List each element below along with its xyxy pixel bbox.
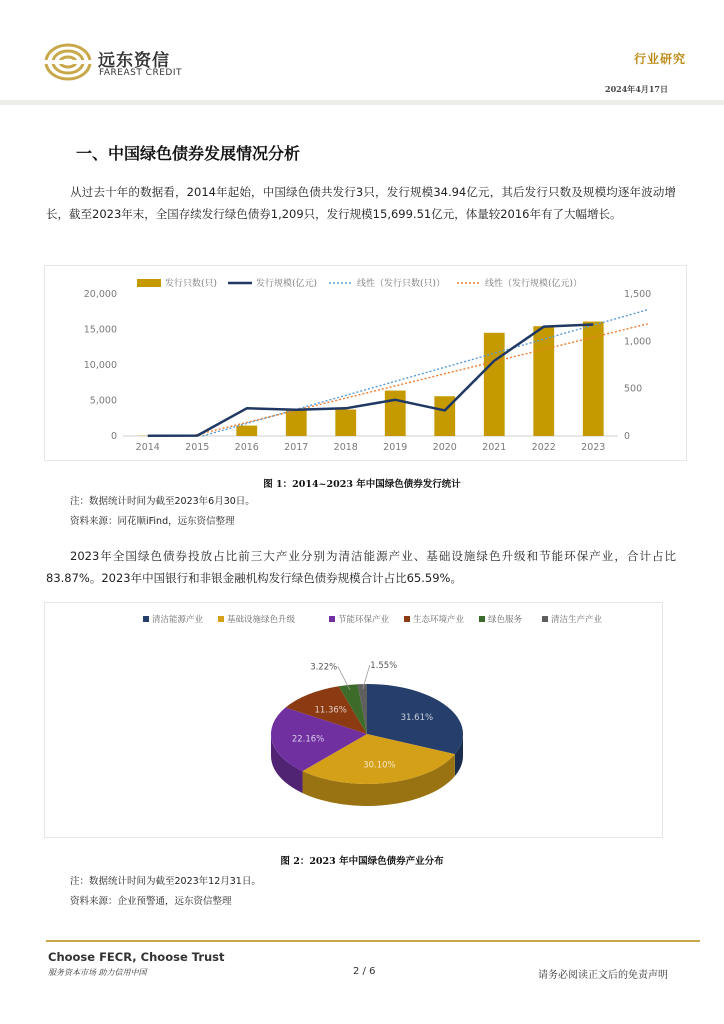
x-tick-label: 2020	[432, 442, 457, 453]
x-tick-label: 2016	[234, 442, 259, 453]
paragraph-2	[46, 545, 676, 589]
figure-1-panel	[44, 265, 687, 461]
legend-label: 生态环境产业	[413, 615, 465, 625]
footer-slogan: Choose FECR, Choose Trust	[48, 950, 225, 964]
legend-swatch	[218, 616, 224, 622]
legend-label: 线性（发行只数(只)）	[357, 279, 446, 289]
x-tick-label: 2022	[531, 442, 556, 453]
figure-1-note: 注：数据统计时间为截至2023年6月30日。	[70, 496, 255, 507]
legend-label: 发行规模(亿元)	[256, 279, 318, 289]
brand-name-cn: 远东资信	[98, 51, 170, 71]
pie-value-label: 30.10%	[363, 760, 396, 771]
brand-name-en: FAREAST CREDIT	[99, 68, 182, 78]
header-divider	[0, 100, 724, 105]
pie-value-label: 22.16%	[291, 734, 325, 745]
page-number: 2 / 6	[353, 966, 376, 977]
figure-1-source: 资料来源：同花顺iFind，远东资信整理	[70, 516, 235, 527]
legend-label: 清洁生产产业	[551, 615, 603, 625]
x-tick-label: 2014	[135, 442, 160, 453]
y-right-tick-label: 1,500	[624, 289, 652, 300]
footer-disclaimer: 请务必阅读正文后的免责声明	[538, 970, 668, 981]
bar-issuance-count	[533, 326, 554, 436]
paragraph-1-text: 从过去十年的数据看，2014年起始，中国绿色债共发行3只，发行规模34.94亿元，其后发行只数及规模均逐年波动增长，截至2023年末，全国存续发行绿色债券1,209只，发行规模15,699.51亿元，体量较2016年有了大幅增长。	[46, 185, 676, 221]
line-issuance-scale	[148, 325, 594, 436]
figure-1-caption: 图 1：2014~2023 年中国绿色债券发行统计	[263, 479, 461, 490]
report-date: 2024年4月17日	[605, 84, 668, 94]
trendline-issuance-scale	[192, 324, 648, 436]
bar-issuance-count	[286, 409, 307, 436]
bar-issuance-count	[335, 409, 356, 436]
figure-2-note: 注：数据统计时间为截至2023年12月31日。	[70, 876, 261, 887]
x-tick-label: 2015	[185, 442, 210, 453]
report-category: 行业研究	[633, 52, 686, 66]
legend-swatch	[143, 616, 149, 622]
bar-issuance-count	[236, 426, 257, 436]
pie-value-label: 31.61%	[400, 713, 434, 724]
legend-label: 基础设施绿色升级	[227, 615, 296, 625]
issuance-chart	[45, 266, 686, 460]
legend-swatch	[329, 616, 335, 622]
y-right-tick-label: 0	[624, 431, 631, 442]
figure-2-source: 资料来源：企业预警通，远东资信整理	[70, 896, 232, 907]
paragraph-2-text: 2023年全国绿色债券投放占比前三大产业分别为清洁能源产业、基础设施绿色升级和节能环保产业，合计占比83.87%。2023年中国银行和非银金融机构发行绿色债券规模合计占比65.59%。	[46, 549, 676, 585]
legend-swatch	[542, 616, 548, 622]
legend-swatch-bar	[137, 279, 161, 287]
legend-label: 线性（发行规模(亿元)）	[485, 279, 583, 289]
y-left-tick-label: 10,000	[83, 360, 117, 371]
legend-swatch	[404, 616, 410, 622]
footer-subslogan: 服务资本市场 助力信用中国	[48, 968, 147, 977]
y-right-tick-label: 500	[624, 383, 643, 395]
y-right-tick-label: 1,000	[624, 336, 652, 348]
legend-label: 绿色服务	[488, 615, 523, 625]
figure-2-caption: 图 2：2023 年中国绿色债券产业分布	[280, 856, 444, 867]
y-left-tick-label: 20,000	[83, 289, 117, 300]
figure-2-panel	[44, 602, 663, 838]
paragraph-1	[46, 181, 676, 225]
legend-label: 发行只数(只)	[165, 279, 218, 289]
x-tick-label: 2019	[383, 442, 408, 453]
legend-label: 节能环保产业	[338, 615, 390, 625]
footer-divider	[46, 940, 700, 942]
x-tick-label: 2021	[482, 442, 507, 453]
section-heading: 一、中国绿色债券发展情况分析	[76, 144, 301, 163]
pie-value-label: 11.36%	[314, 705, 347, 716]
bar-issuance-count	[583, 322, 604, 436]
legend-label: 清洁能源产业	[152, 615, 204, 625]
industry-pie-chart	[45, 603, 662, 837]
bar-issuance-count	[484, 333, 505, 436]
pie-value-label: 1.55%	[370, 661, 398, 672]
pie-value-label: 3.22%	[310, 662, 338, 673]
legend-swatch	[479, 616, 485, 622]
x-tick-label: 2017	[284, 442, 309, 453]
y-left-tick-label: 15,000	[83, 324, 117, 336]
x-tick-label: 2023	[581, 442, 606, 453]
y-left-tick-label: 5,000	[89, 395, 117, 407]
y-left-tick-label: 0	[110, 431, 117, 442]
fareast-logo-icon	[44, 42, 92, 82]
bar-issuance-count	[385, 391, 406, 436]
x-tick-label: 2018	[333, 442, 358, 453]
